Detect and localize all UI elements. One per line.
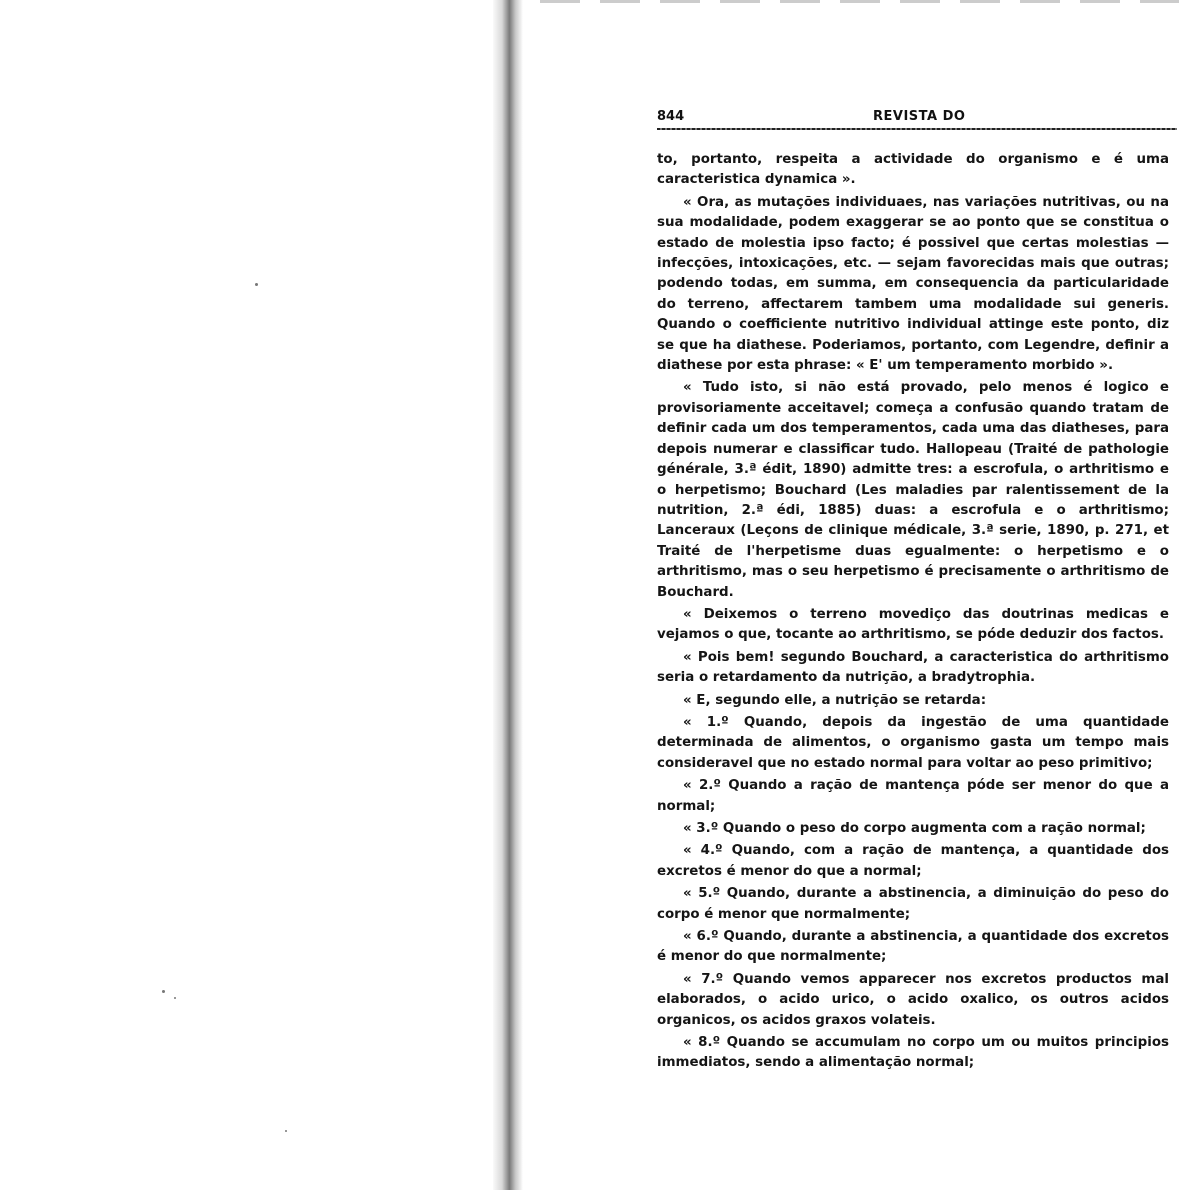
list-item: « 6.º Quando, durante a abstinencia, a quantidade dos excretos é menor do que normalmente; bbox=[657, 929, 1169, 965]
list-item: « 3.º Quando o peso do corpo augmenta com a ração normal; bbox=[683, 821, 1146, 836]
running-title: REVISTA DO bbox=[873, 109, 966, 124]
list-item: « 4.º Quando, com a ração de mantença, a quantidade dos excretos é menor do que a normal; bbox=[657, 843, 1169, 879]
list-item: « 5.º Quando, durante a abstinencia, a diminuição do peso do corpo é menor que normalmente; bbox=[657, 886, 1169, 922]
book-gutter-shadow bbox=[493, 0, 523, 1190]
paragraph: « Tudo isto, si não está provado, pelo menos é logico e provisoriamente acceitavel; começa a confusão quando tratam de definir cada um dos temperamentos, cada uma das diatheses, para depois numerar e classificar tudo. Hallopeau (Traité de pathologie générale, 3.ª édit, 1890) admitte tres: a escrofula, o arthritismo e o herpetismo; Bouchard (Les maladies par ralentissement de la nutrition, 2.ª édi, 1885) duas: a escrofula e o arthritismo; Lanceraux (Leçons de clinique médicale, 3.ª serie, 1890, p. 271, et Traité de l'herpetisme duas egualmente: o herpetismo e o arthritismo, mas o seu herpetismo é precisamente o arthritismo de Bouchard. bbox=[657, 380, 1169, 600]
list-item: « 8.º Quando se accumulam no corpo um ou muitos principios immediatos, sendo a alimentação normal; bbox=[657, 1035, 1169, 1071]
body-text bbox=[657, 150, 1169, 1076]
list-item: « 7.º Quando vemos apparecer nos excretos productos mal elaborados, o acido urico, o acido oxalico, os outros acidos organicos, os acidos graxos volateis. bbox=[657, 971, 1169, 1028]
paragraph: « Pois bem! segundo Bouchard, a caracteristica do arthritismo seria o retardamento da nutrição, a bradytrophia. bbox=[657, 649, 1169, 686]
paragraph: « Deixemos o terreno movediço das doutrinas medicas e vejamos o que, tocante ao arthritismo, se póde deduzir dos factos. bbox=[657, 606, 1169, 643]
page-number: 844 bbox=[657, 109, 685, 124]
paragraph: to, portanto, respeita a actividade do organismo e é uma caracteristica dynamica ». bbox=[657, 152, 1169, 188]
right-page bbox=[523, 0, 1179, 1190]
list-item: « 1.º Quando, depois da ingestão de uma quantidade determinada de alimentos, o organismo gasta um tempo mais consideravel que no estado normal para voltar ao peso primitivo; bbox=[657, 714, 1169, 771]
paragraph: « E, segundo elle, a nutrição se retarda: bbox=[683, 692, 987, 708]
page-header bbox=[657, 109, 1177, 129]
paper-speck bbox=[162, 990, 165, 993]
list-item: « 2.º Quando a ração de mantença póde ser menor do que a normal; bbox=[657, 778, 1169, 814]
paper-speck bbox=[255, 283, 258, 286]
paper-speck bbox=[285, 1130, 287, 1132]
left-page-blank bbox=[0, 0, 495, 1190]
header-rule bbox=[657, 128, 1177, 130]
paragraph: « Ora, as mutações individuaes, nas variações nutritivas, ou na sua modalidade, podem exaggerar se ao ponto que se constitua o estado de molestia ipso facto; é possivel que certas molestias — infecções, intoxicações, etc. — sejam favorecidas mais que outras; podendo todas, em summa, em consequencia da particularidade do terreno, affectarem tambem uma modalidade sui generis. Quando o coefficiente nutritivo individual attinge este ponto, diz se que ha diathese. Poderiamos, portanto, com Legendre, definir a diathese por esta phrase: « E' um temperamento morbido ». bbox=[657, 194, 1169, 374]
paper-speck bbox=[174, 997, 176, 999]
